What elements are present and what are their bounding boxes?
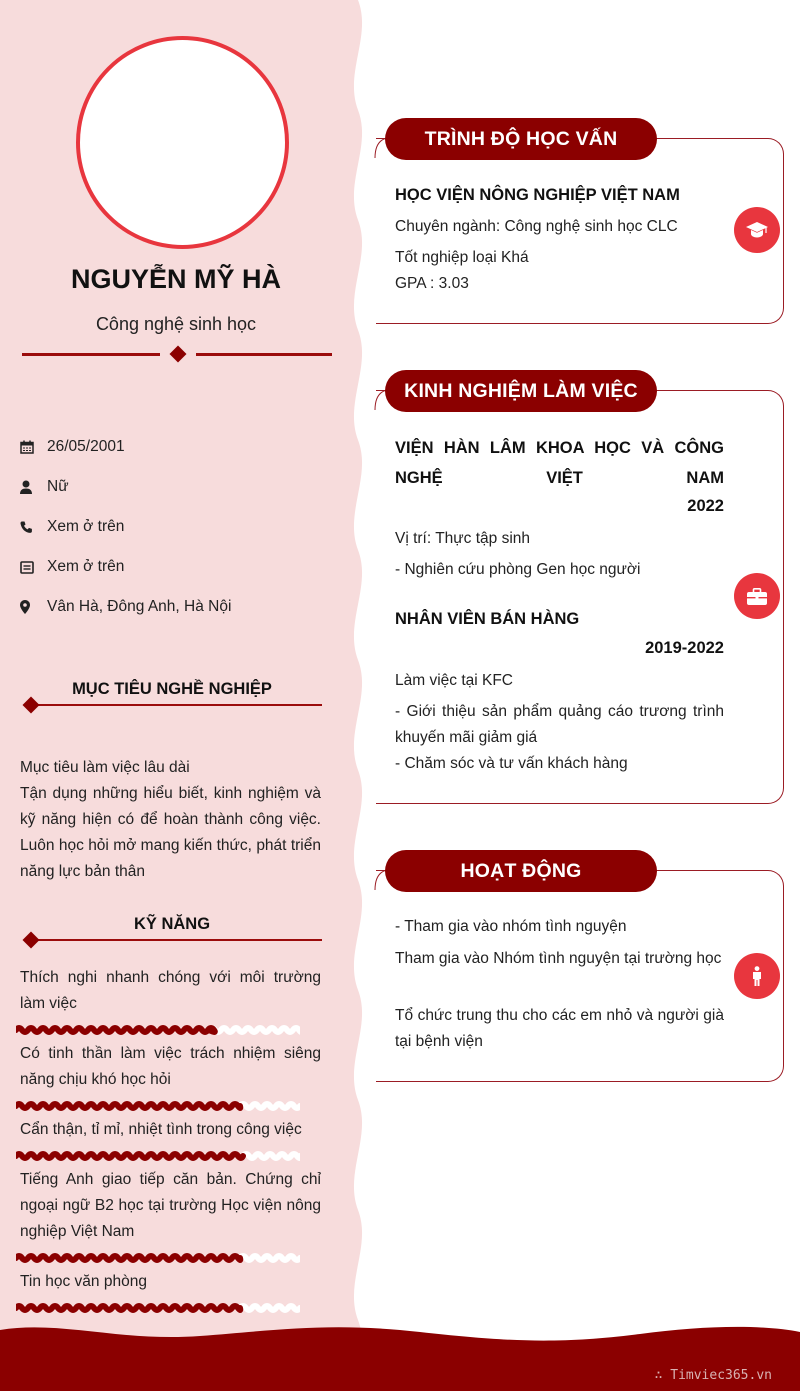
skill-bar-remaining: [240, 1104, 300, 1108]
objective-line: Mục tiêu làm việc lâu dài: [20, 759, 190, 776]
skill-bar-fill: [16, 1256, 240, 1260]
calendar-icon: [20, 437, 47, 457]
job-position: Làm việc tại KFC: [395, 672, 514, 689]
skill-bar-fill: [16, 1154, 243, 1158]
skill-item: [20, 1167, 321, 1245]
objective-heading: [22, 680, 322, 710]
skill-bar: [16, 1252, 300, 1264]
skill-item: [20, 1117, 321, 1143]
skill-item: [20, 1269, 321, 1295]
activity-line: Tổ chức trung thu cho các em nhỏ và người già tại bệnh viện: [395, 1007, 724, 1050]
skills-heading: [22, 915, 322, 945]
objective-title: MỤC TIÊU NGHỀ NGHIỆP: [72, 680, 272, 698]
job-detail: - Nghiên cứu phòng Gen học người: [395, 561, 641, 578]
skill-bar-remaining: [243, 1154, 300, 1158]
objective-text: [20, 755, 321, 885]
avatar: [76, 36, 289, 249]
contact-email-text: Xem ở trên: [47, 558, 125, 575]
job-position: Vị trí: Thực tập sinh: [395, 530, 531, 547]
skill-bar-fill: [16, 1306, 240, 1310]
contact-address-text: Vân Hà, Đông Anh, Hà Nội: [47, 598, 232, 615]
skill-bar-remaining: [209, 1028, 300, 1032]
brand-watermark: ∴ Timviec365.vn: [654, 1368, 772, 1383]
mail-icon: [20, 557, 47, 577]
profile-role: Công nghệ sinh học: [95, 314, 257, 334]
briefcase-icon: [734, 573, 780, 619]
skill-text: Thích nghi nhanh chóng với môi trường làm việc: [20, 969, 321, 1012]
skill-bar-fill: [16, 1028, 215, 1032]
skill-text: Có tinh thần làm việc trách nhiệm siêng năng chịu khó học hỏi: [20, 1045, 321, 1088]
phone-icon: [20, 517, 47, 537]
skill-item: [20, 965, 321, 1017]
location-pin-icon: [20, 597, 47, 617]
experience-title: KINH NGHIỆM LÀM VIỆC: [385, 370, 657, 412]
person-icon: [734, 953, 780, 999]
profile-name: NGUYỄN MỸ HÀ: [70, 264, 281, 294]
education-title: TRÌNH ĐỘ HỌC VẤN: [385, 118, 657, 160]
skill-bar: [16, 1100, 300, 1112]
job-year: 2022: [687, 497, 724, 515]
job-detail: - Chăm sóc và tư vấn khách hàng: [395, 755, 628, 772]
skill-text: Cẩn thận, tỉ mỉ, nhiệt tình trong công việc: [20, 1121, 302, 1138]
skill-bar-remaining: [240, 1256, 300, 1260]
activity-line: Tham gia vào Nhóm tình nguyện tại trường học: [395, 950, 722, 967]
skills-title: KỸ NĂNG: [133, 915, 211, 933]
job-org: NHÂN VIÊN BÁN HÀNG: [395, 610, 580, 628]
contact-gender-text: Nữ: [47, 478, 69, 495]
contact-gender: [20, 477, 69, 497]
job-detail: - Giới thiệu sản phẩm quảng cáo trương trình khuyến mãi giảm giá: [395, 703, 724, 746]
activities-title: HOẠT ĐỘNG: [385, 850, 657, 892]
skill-bar: [16, 1150, 300, 1162]
contact-phone: [20, 517, 124, 537]
skill-text: Tin học văn phòng: [20, 1273, 147, 1290]
contact-birthday: [20, 437, 125, 457]
skill-bar: [16, 1024, 300, 1036]
contact-phone-text: Xem ở trên: [47, 518, 125, 535]
contact-address: [20, 597, 231, 617]
education-gpa: GPA : 3.03: [395, 275, 469, 292]
objective-line: Tận dụng những hiểu biết, kinh nghiệm và kỹ năng hiện có để hoàn thành công việc. Luôn học hỏi mở mang kiến thức, phát triển năng lực bản thân: [20, 785, 321, 880]
skill-item: [20, 1041, 321, 1093]
skill-bar-fill: [16, 1104, 240, 1108]
contact-email: [20, 557, 124, 577]
graduation-cap-icon: [734, 207, 780, 253]
name-divider: [22, 344, 332, 364]
education-major: Chuyên ngành: Công nghệ sinh học CLC: [395, 218, 678, 235]
skill-text: Tiếng Anh giao tiếp căn bản. Chứng chỉ ngoại ngữ B2 học tại trường Học viện nông nghiệp Việt Nam: [20, 1171, 321, 1240]
job-org: VIỆN HÀN LÂM KHOA HỌC VÀ CÔNG NGHỆ VIỆT NAM: [395, 439, 724, 487]
education-school: HỌC VIỆN NÔNG NGHIỆP VIỆT NAM: [395, 186, 680, 204]
skill-bar-remaining: [240, 1306, 300, 1310]
education-grade: Tốt nghiệp loại Khá: [395, 249, 529, 266]
job-year: 2019-2022: [645, 639, 724, 657]
contact-birthday-text: 26/05/2001: [47, 438, 125, 455]
user-icon: [20, 477, 47, 497]
skill-bar: [16, 1302, 300, 1314]
activity-line: - Tham gia vào nhóm tình nguyện: [395, 918, 627, 935]
